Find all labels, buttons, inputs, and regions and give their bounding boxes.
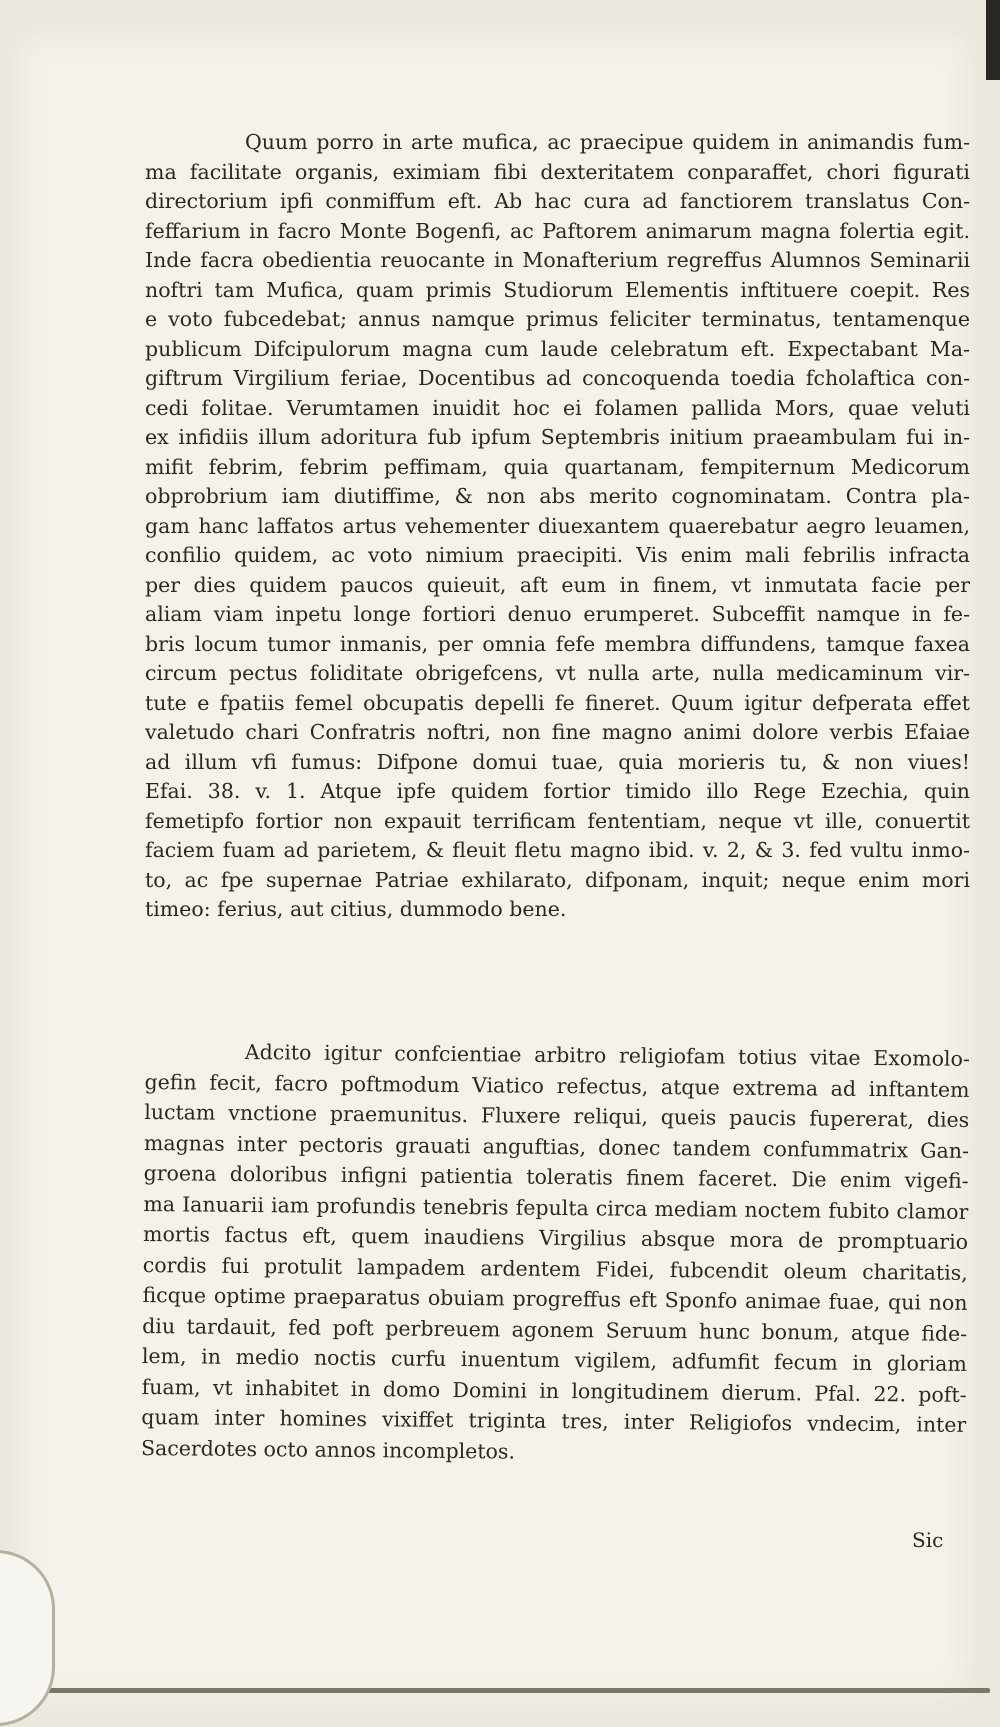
paragraph2-line: fuam, vt inhabitet in domo Domini in longitudinem dierum. Pfal. 22. poft- [141, 1374, 967, 1407]
paragraph2-line: lem, in medio noctis curfu inuentum vigilem, adfumfit fecum in gloriam [141, 1343, 968, 1376]
paragraph2-line: diu tardauit, fed poft perbreuem agonem Seruum hunc bonum, atque fide- [142, 1313, 968, 1346]
catchword: Sic [912, 1528, 944, 1552]
paragraph1-line: giftrum Virgilium feriae, Docentibus ad concoquenda toedia fcholaftica con- [145, 366, 970, 390]
paragraph2-line: ma Ianuarii iam profundis tenebris fepulta circa mediam noctem fubito clamor [143, 1191, 969, 1224]
paragraph2-line: Sacerdotes octo annos incompletos. [140, 1435, 516, 1464]
bottom-rule [30, 1688, 990, 1693]
paragraph2-line: mortis factus eft, quem inaudiens Virgilius absque mora de promptuario [142, 1221, 969, 1254]
page-edge-shadow [986, 0, 1000, 80]
paragraph1-line: Quum porro in arte mufica, ac praecipue quidem in animandis fum- [245, 130, 970, 154]
paragraph-1 [145, 128, 970, 925]
paragraph-2 [141, 1036, 970, 1471]
paragraph1-line: obprobrium iam diutiffime, & non abs merito cognominatam. Contra pla- [145, 484, 970, 508]
paragraph1-line: circum pectus foliditate obrigefcens, vt nulla arte, nulla medicaminum vir- [145, 661, 970, 685]
paragraph1-line: publicum Difcipulorum magna cum laude celebratum eft. Expectabant Ma- [145, 336, 970, 361]
paragraph2-line: Adcito igitur confcientiae arbitro religiofam totius vitae Exomolo- [244, 1039, 970, 1071]
paragraph1-line: per dies quidem paucos quieuit, aft eum in finem, vt inmutata facie per [145, 572, 970, 597]
paragraph1-line: aliam viam inpetu longe fortiori denuo erumperet. Subceffit namque in fe- [145, 602, 970, 626]
paragraph1-line: to, ac fpe supernae Patriae exhilarato, difponam, inquit; neque enim mori [145, 867, 970, 892]
paragraph1-line: mifit febrim, febrim peffimam, quia quartanam, fempiternum Medicorum [145, 454, 970, 479]
paragraph2-line: luctam vnctione praemunitus. Fluxere reliqui, queis paucis fupererat, dies [144, 1099, 970, 1132]
paragraph1-line: ad illum vfi fumus: Difpone domui tuae, quia morieris tu, & non viues! [145, 749, 970, 774]
paragraph1-line: cedi folitae. Verumtamen inuidit hoc ei folamen pallida Mors, quae veluti [145, 395, 970, 420]
paragraph2-line: gefin fecit, facro poftmodum Viatico refectus, atque extrema ad inftantem [144, 1069, 970, 1102]
paragraph1-line: valetudo chari Confratris noftri, non fine magno animi dolore verbis Efaiae [145, 720, 970, 744]
paragraph1-line: Inde facra obedientia reuocante in Monafterium regreffus Alumnos Seminarii [145, 248, 970, 272]
paragraph2-line: cordis fui protulit lampadem ardentem Fidei, fubcendit oleum charitatis, [142, 1252, 968, 1285]
paragraph1-line: femetipfo fortior non expauit terrificam fententiam, neque vt ille, conuertit [145, 808, 970, 833]
paragraph1-line: noftri tam Mufica, quam primis Studiorum Elementis inftituere coepit. Res [145, 277, 970, 302]
paragraph1-line: tute e fpatiis femel obcupatis depelli fe fineret. Quum igitur defperata effet [145, 690, 970, 715]
paragraph2-line: quam inter homines vixiffet triginta tres, inter Religiofos vndecim, inter [141, 1404, 967, 1437]
paragraph1-line: gam hanc laffatos artus vehementer diuexantem quaerebatur aegro leuamen, [145, 513, 970, 538]
paragraph1-line: faciem fuam ad parietem, & fleuit fletu magno ibid. v. 2, & 3. fed vultu inmo- [145, 838, 970, 862]
paragraph2-line: groena doloribus infigni patientia toleratis finem faceret. Die enim vigefi- [143, 1160, 969, 1193]
paragraph1-line: confilio quidem, ac voto nimium praecipiti. Vis enim mali febrilis infracta [145, 543, 970, 567]
paragraph1-line: Efai. 38. v. 1. Atque ipfe quidem fortior timido illo Rege Ezechia, quin [145, 779, 970, 803]
paragraph1-line: ma facilitate organis, eximiam fibi dexteritatem conparaffet, chori figurati [145, 159, 970, 184]
paragraph1-line: e voto fubcedebat; annus namque primus feliciter terminatus, tentamenque [145, 307, 970, 331]
paragraph2-line: magnas inter pectoris grauati anguftias, donec tandem confummatrix Gan- [143, 1130, 970, 1163]
paragraph1-line: bris locum tumor inmanis, per omnia fefe membra diffundens, tamque faxea [145, 631, 970, 656]
paragraph2-line: ficque optime praeparatus obuiam progreffus eft Sponfo animae fuae, qui non [142, 1282, 968, 1315]
paragraph1-line: ex infidiis illum adoritura fub ipfum Septembris initium praeambulam fui in- [145, 425, 970, 449]
paragraph1-line: timeo: ferius, aut citius, dummodo bene. [145, 897, 567, 921]
paragraph1-line: feffarium in facro Monte Bogenfi, ac Paftorem animarum magna folertia egit. [145, 218, 970, 243]
paragraph1-line: directorium ipfi conmiffum eft. Ab hac cura ad fanctiorem translatus Con- [145, 189, 970, 213]
